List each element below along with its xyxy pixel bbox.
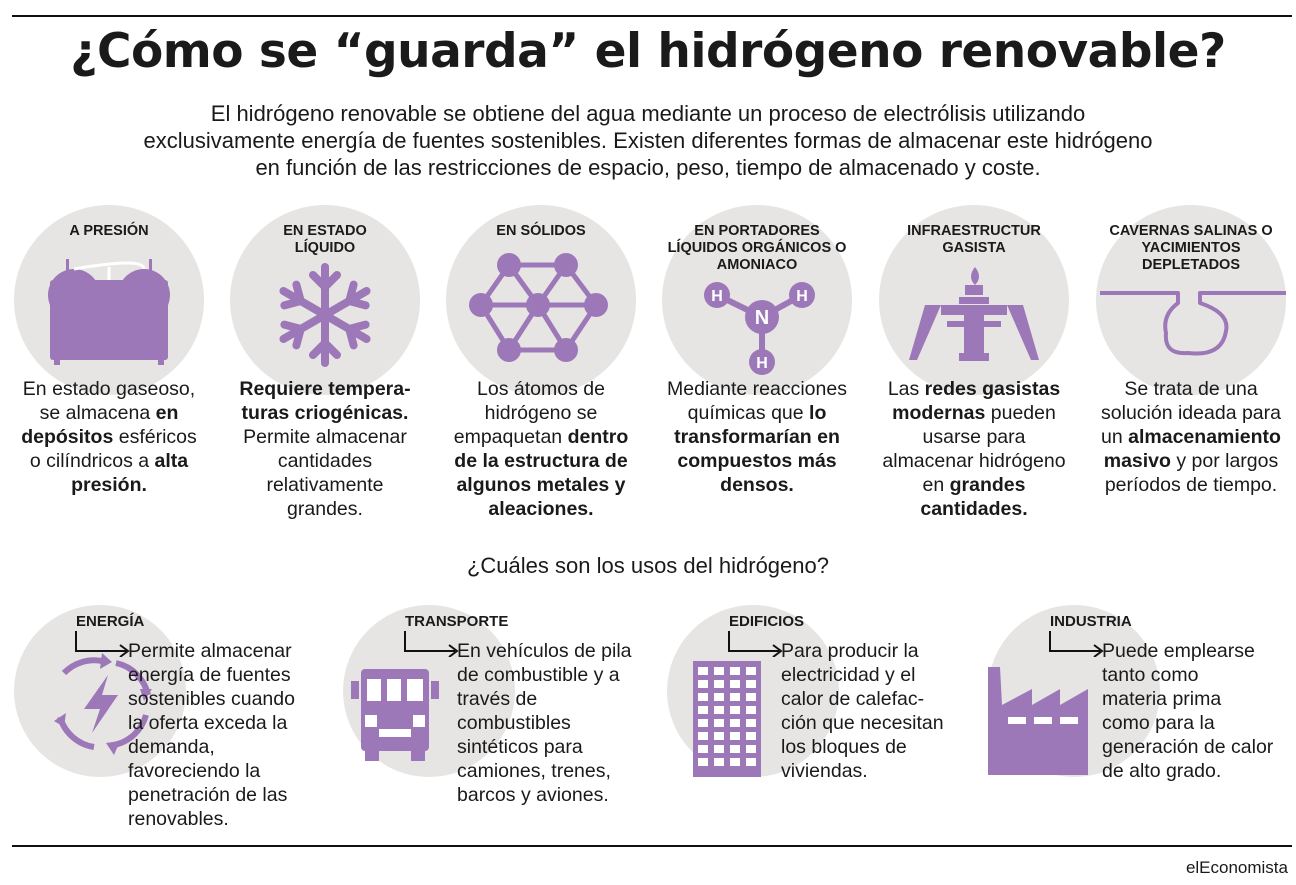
desc-bold-text: depósitos <box>21 426 114 448</box>
salt-cavern-icon <box>1096 205 1286 395</box>
desc-bold-text: transformarían en <box>674 426 840 448</box>
heading-line: YACIMIENTOS <box>1141 240 1241 256</box>
desc-line <box>1080 473 1296 497</box>
use-desc <box>781 639 981 783</box>
use-desc-line: sostenibles cuando <box>128 688 295 710</box>
desc-bold-text: dentro <box>567 426 629 448</box>
window <box>746 732 756 740</box>
desc-line <box>0 473 220 497</box>
desc-bold-text: lo <box>809 402 827 424</box>
use-desc-line: la oferta exceda la <box>128 712 288 734</box>
desc-line <box>0 449 220 473</box>
intro-text <box>90 100 1206 181</box>
use-desc-line: En vehículos de pila <box>457 640 632 662</box>
use-desc-line: penetración de las <box>128 784 288 806</box>
window <box>698 693 708 701</box>
use-heading: ENERGÍA <box>76 613 145 630</box>
desc-bold-text: cantidades. <box>920 498 1028 520</box>
desc-text: empaquetan <box>453 426 568 448</box>
desc-line <box>214 473 436 497</box>
heading-line: EN ESTADO <box>283 223 367 239</box>
use-desc-line: través de <box>457 688 538 710</box>
desc-text: grandes. <box>287 498 363 520</box>
desc-bold-text: redes gasistas <box>924 378 1061 400</box>
storage-desc <box>0 377 220 497</box>
heading-line: LÍQUIDO <box>294 240 356 256</box>
window <box>746 745 756 753</box>
desc-text: en <box>922 474 950 496</box>
intro-line: en función de las restricciones de espacio, peso, tiempo de almacenado y coste. <box>255 155 1041 180</box>
desc-line <box>646 377 868 401</box>
use-desc-line: combustibles <box>457 712 571 734</box>
heading-line: GASISTA <box>942 240 1006 256</box>
use-desc <box>457 639 657 807</box>
desc-line <box>214 425 436 449</box>
window <box>698 706 708 714</box>
use-desc-line: Puede emplearse <box>1102 640 1255 662</box>
use-desc-line: favoreciendo la <box>128 760 261 782</box>
use-desc-line: demanda, <box>128 736 215 758</box>
window <box>714 693 724 701</box>
use-desc-line: ción que necesitan <box>781 712 944 734</box>
pressure-tanks-icon <box>14 205 204 395</box>
desc-text: Se trata de una <box>1124 378 1258 400</box>
window <box>714 706 724 714</box>
storage-desc <box>863 377 1085 521</box>
window <box>698 758 708 766</box>
lattice-icon <box>446 205 636 395</box>
desc-bold-text: Requiere tempera- <box>239 378 411 400</box>
desc-bold-text: masivo <box>1103 450 1171 472</box>
use-desc-line: materia prima <box>1102 688 1222 710</box>
use-heading: EDIFICIOS <box>729 613 805 630</box>
use-industry <box>988 605 1296 830</box>
desc-text: En estado gaseoso, <box>22 378 196 400</box>
use-desc-line: de alto grado. <box>1102 760 1222 782</box>
desc-line <box>1080 377 1296 401</box>
window <box>730 732 740 740</box>
use-desc-line: camiones, trenes, <box>457 760 611 782</box>
window <box>714 732 724 740</box>
desc-text: pueden <box>985 402 1056 424</box>
desc-line <box>863 473 1085 497</box>
storage-desc <box>1080 377 1296 497</box>
desc-bold-text: densos. <box>720 474 794 496</box>
window <box>746 680 756 688</box>
desc-text: Permite almacenar <box>243 426 407 448</box>
intro-line: exclusivamente energía de fuentes sostenibles. Existen diferentes formas de almacenar este hidrógeno <box>143 128 1153 153</box>
desc-text: químicas que <box>687 402 810 424</box>
heading-line: AMONIACO <box>716 257 798 273</box>
desc-text: se almacena <box>39 402 156 424</box>
window <box>730 745 740 753</box>
use-desc-line: viviendas. <box>781 760 868 782</box>
desc-bold-text: alta <box>154 450 189 472</box>
window <box>746 667 756 675</box>
desc-line <box>863 449 1085 473</box>
desc-text: Los átomos de <box>477 378 605 400</box>
window <box>714 680 724 688</box>
desc-line <box>430 473 652 497</box>
desc-line <box>430 449 652 473</box>
use-desc <box>1102 639 1296 783</box>
desc-line <box>863 497 1085 521</box>
desc-bold-text: algunos metales y <box>456 474 626 496</box>
desc-line <box>214 449 436 473</box>
window <box>730 758 740 766</box>
desc-bold-text: compuestos más <box>677 450 837 472</box>
desc-line <box>646 425 868 449</box>
bottom-rule <box>12 845 1292 847</box>
use-desc <box>128 639 328 831</box>
desc-bold-text: presión. <box>71 474 147 496</box>
use-desc-line: Permite almacenar <box>128 640 292 662</box>
window <box>746 719 756 727</box>
desc-line <box>0 425 220 449</box>
desc-line <box>863 377 1085 401</box>
window <box>730 667 740 675</box>
desc-text: un <box>1101 426 1129 448</box>
use-desc-line: energía de fuentes <box>128 664 291 686</box>
window <box>698 680 708 688</box>
window <box>730 693 740 701</box>
storage-desc <box>214 377 436 521</box>
desc-bold-text: grandes <box>949 474 1026 496</box>
window <box>714 719 724 727</box>
heading-line: EN PORTADORES <box>694 223 820 239</box>
desc-line <box>646 473 868 497</box>
desc-bold-text: en <box>155 402 179 424</box>
desc-text: y por largos <box>1170 450 1279 472</box>
desc-text: solución ideada para <box>1101 402 1281 424</box>
desc-line <box>1080 449 1296 473</box>
window <box>746 758 756 766</box>
window <box>746 693 756 701</box>
heading-line: DEPLETADOS <box>1141 257 1241 273</box>
window <box>730 719 740 727</box>
top-rule <box>12 15 1292 17</box>
use-desc-line: calor de calefac- <box>781 688 925 710</box>
atom-h-label: H <box>796 288 808 305</box>
atom-h-label: H <box>756 355 768 372</box>
desc-text: relativamente <box>266 474 384 496</box>
window <box>714 758 724 766</box>
desc-text: Las <box>887 378 925 400</box>
desc-text: almacenar hidrógeno <box>882 450 1066 472</box>
desc-line <box>430 377 652 401</box>
window <box>698 667 708 675</box>
uses-title: ¿Cuáles son los usos del hidrógeno? <box>466 553 829 578</box>
heading-line: CAVERNAS SALINAS O <box>1109 223 1273 239</box>
desc-text: hidrógeno se <box>484 402 598 424</box>
storage-desc <box>646 377 868 497</box>
window <box>746 706 756 714</box>
desc-text: usarse para <box>922 426 1026 448</box>
desc-text: esféricos <box>113 426 197 448</box>
atom-n-label: N <box>754 307 770 329</box>
window <box>714 745 724 753</box>
desc-line <box>646 449 868 473</box>
desc-line <box>863 401 1085 425</box>
desc-text: o cilíndricos a <box>29 450 155 472</box>
use-desc-line: los bloques de <box>781 736 907 758</box>
source-credit: elEconomista <box>1185 858 1288 877</box>
use-heading: INDUSTRIA <box>1050 613 1132 630</box>
desc-bold-text: turas criogénicas. <box>241 402 409 424</box>
desc-line <box>214 497 436 521</box>
heading-line: INFRAESTRUCTUR <box>907 223 1041 239</box>
heading-line: EN SÓLIDOS <box>496 223 586 239</box>
ammonia-molecule-icon <box>662 205 852 395</box>
use-desc-line: Para producir la <box>781 640 919 662</box>
desc-line <box>646 401 868 425</box>
use-desc-line: sintéticos para <box>457 736 583 758</box>
heading-line: A PRESIÓN <box>69 223 149 239</box>
use-desc-line: renovables. <box>128 808 229 830</box>
use-desc-line: como para la <box>1102 712 1215 734</box>
window <box>730 706 740 714</box>
use-desc-line: electricidad y el <box>781 664 916 686</box>
desc-line <box>430 425 652 449</box>
desc-bold-text: modernas <box>892 402 986 424</box>
heading-line: LÍQUIDOS ORGÁNICOS O <box>667 240 847 256</box>
window <box>714 667 724 675</box>
desc-bold-text: almacenamiento <box>1128 426 1281 448</box>
use-buildings <box>667 605 987 830</box>
desc-text: Mediante reacciones <box>667 378 847 400</box>
window <box>730 680 740 688</box>
desc-line <box>214 377 436 401</box>
desc-line <box>430 497 652 521</box>
desc-line <box>0 377 220 401</box>
use-desc-line: de combustible y a <box>457 664 620 686</box>
desc-bold-text: de la estructura de <box>454 450 628 472</box>
snowflake-icon <box>230 205 420 395</box>
window <box>698 745 708 753</box>
use-transport <box>343 605 663 830</box>
atom-h-label: H <box>711 288 723 305</box>
window <box>698 719 708 727</box>
desc-line <box>0 401 220 425</box>
page-title: ¿Cómo se “guarda” el hidrógeno renovable? <box>70 24 1226 79</box>
desc-line <box>430 401 652 425</box>
gas-pipeline-icon <box>879 205 1069 395</box>
use-desc-line: generación de calor <box>1102 736 1274 758</box>
window <box>698 732 708 740</box>
desc-line <box>1080 425 1296 449</box>
use-desc-line: tanto como <box>1102 664 1199 686</box>
use-energy <box>14 605 334 830</box>
desc-line <box>214 401 436 425</box>
desc-text: cantidades <box>277 450 373 472</box>
use-heading: TRANSPORTE <box>405 613 509 630</box>
desc-line <box>1080 401 1296 425</box>
storage-desc <box>430 377 652 521</box>
desc-text: períodos de tiempo. <box>1104 474 1278 496</box>
desc-bold-text: aleaciones. <box>488 498 594 520</box>
intro-line: El hidrógeno renovable se obtiene del agua mediante un proceso de electrólisis utilizando <box>210 101 1086 126</box>
use-desc-line: barcos y aviones. <box>457 784 609 806</box>
desc-line <box>863 425 1085 449</box>
